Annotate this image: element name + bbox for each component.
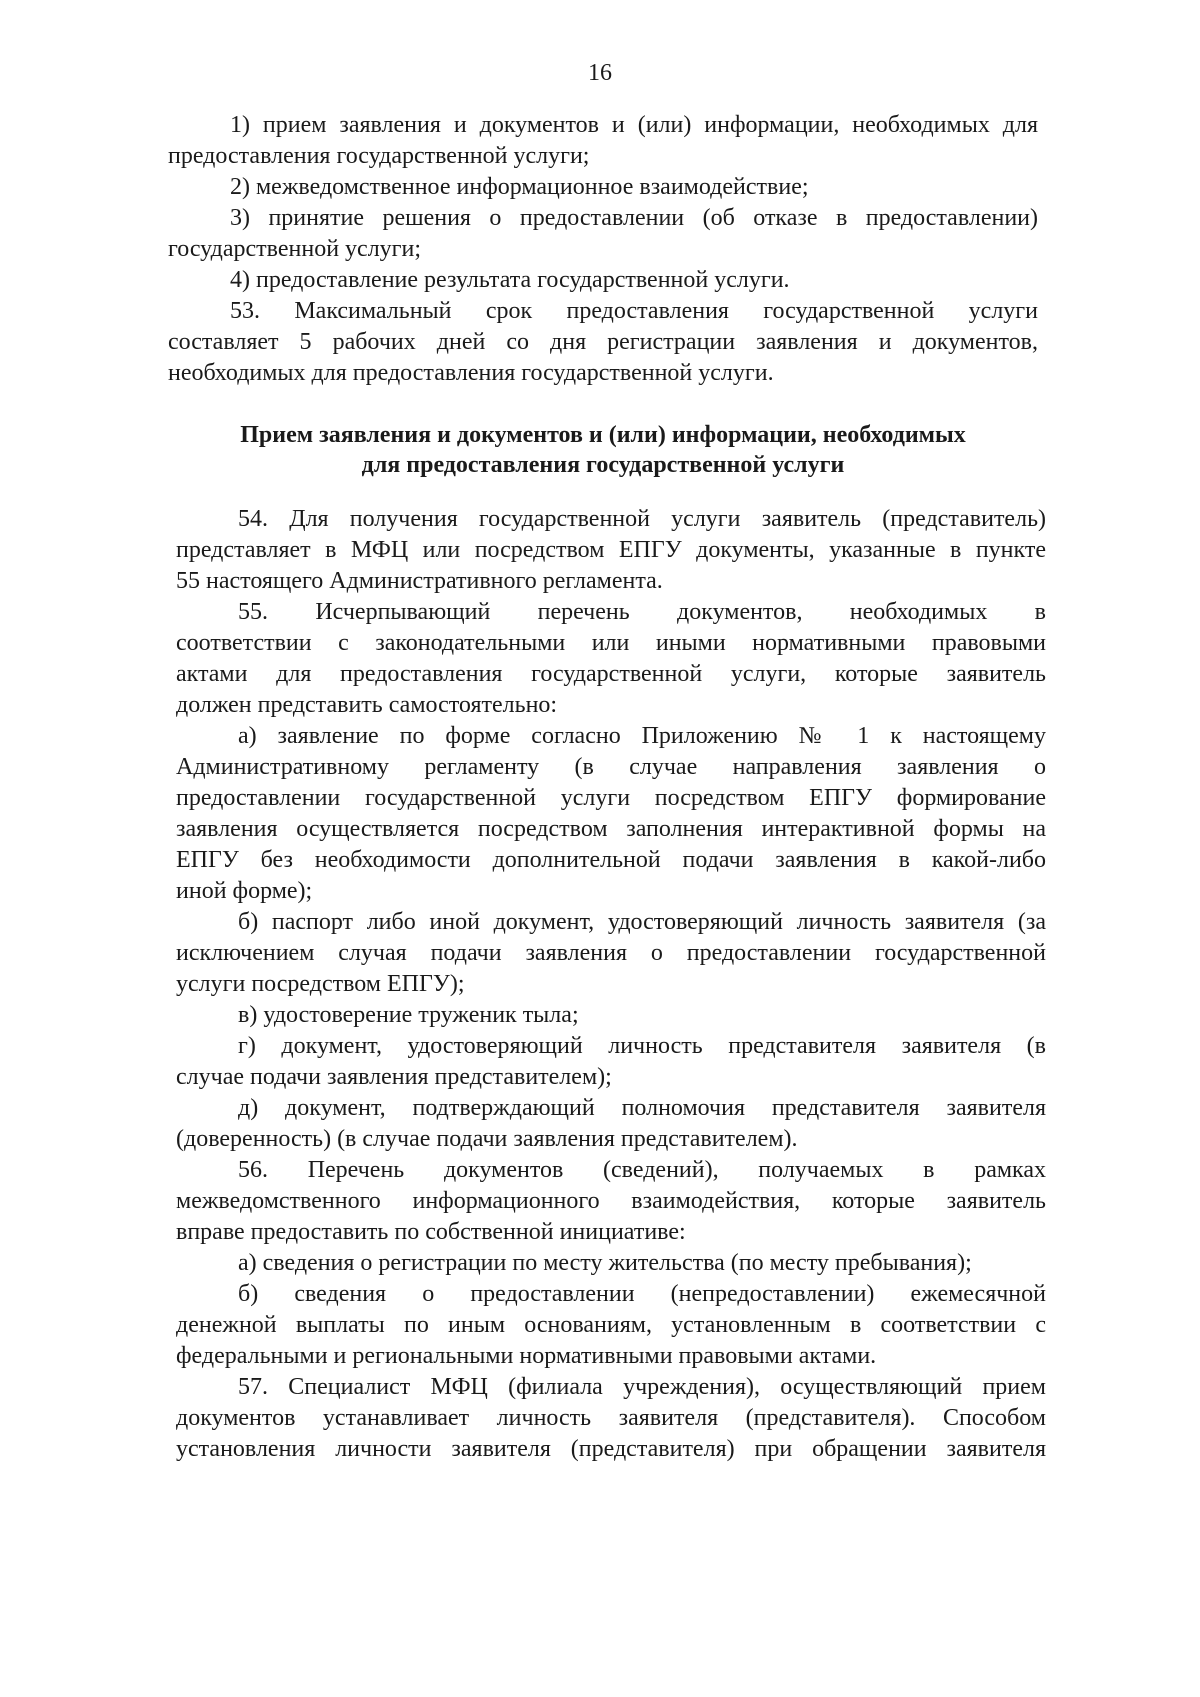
text-line: 1) прием заявления и документов и (или) информации, необходимых для — [230, 112, 1038, 138]
text-line: 57. Специалист МФЦ (филиала учреждения), осуществляющий прием — [238, 1374, 1046, 1400]
paragraph — [176, 1248, 1046, 1279]
paragraph — [168, 203, 1038, 265]
text-line: предоставления государственной услуги; — [168, 143, 590, 169]
text-line: ЕПГУ без необходимости дополнительной подачи заявления в какой-либо — [176, 847, 1046, 873]
paragraph — [168, 110, 1038, 172]
paragraph — [176, 907, 1046, 1000]
text-line: г) документ, удостоверяющий личность представителя заявителя (в — [238, 1033, 1046, 1059]
text-line: федеральными и региональными нормативными правовыми актами. — [176, 1343, 877, 1369]
body-text-main — [176, 504, 1046, 1465]
text-line: а) заявление по форме согласно Приложению № 1 к настоящему — [238, 723, 1046, 749]
text-line: 55 настоящего Административного регламента. — [176, 568, 663, 594]
paragraph — [176, 1155, 1046, 1248]
text-line: представляет в МФЦ или посредством ЕПГУ документы, указанные в пункте — [176, 537, 1046, 563]
paragraph — [176, 1372, 1046, 1465]
text-line: Административному регламенту (в случае направления заявления о — [176, 754, 1046, 780]
paragraph — [168, 296, 1038, 389]
text-line: установления личности заявителя (представителя) при обращении заявителя — [176, 1436, 1046, 1462]
text-line: б) паспорт либо иной документ, удостоверяющий личность заявителя (за — [238, 909, 1046, 935]
text-line: 56. Перечень документов (сведений), получаемых в рамках — [238, 1157, 1046, 1183]
text-line: предоставлении государственной услуги посредством ЕПГУ формирование — [176, 785, 1046, 811]
paragraph — [176, 721, 1046, 907]
paragraph — [176, 1031, 1046, 1093]
body-text-top — [168, 110, 1038, 389]
text-line: 2) межведомственное информационное взаимодействие; — [230, 174, 809, 200]
text-line: документов устанавливает личность заявителя (представителя). Способом — [176, 1405, 1046, 1431]
section-heading — [168, 420, 1038, 480]
text-line: актами для предоставления государственной услуги, которые заявитель — [176, 661, 1046, 687]
text-line: 54. Для получения государственной услуги заявитель (представитель) — [238, 506, 1046, 532]
text-line: 3) принятие решения о предоставлении (об отказе в предоставлении) — [230, 205, 1038, 231]
text-line: 53. Максимальный срок предоставления государственной услуги — [230, 298, 1038, 324]
text-line: соответствии с законодательными или иными нормативными правовыми — [176, 630, 1046, 656]
text-line: исключением случая подачи заявления о предоставлении государственной — [176, 940, 1046, 966]
text-line: составляет 5 рабочих дней со дня регистрации заявления и документов, — [168, 329, 1038, 355]
text-line: услуги посредством ЕПГУ); — [176, 971, 465, 997]
heading-line: для предоставления государственной услуги — [361, 452, 845, 478]
paragraph — [168, 265, 1038, 296]
text-line: межведомственного информационного взаимодействия, которые заявитель — [176, 1188, 1046, 1214]
text-line: государственной услуги; — [168, 236, 422, 262]
text-line: 55. Исчерпывающий перечень документов, необходимых в — [238, 599, 1046, 625]
paragraph — [176, 1000, 1046, 1031]
heading-line: Прием заявления и документов и (или) информации, необходимых — [240, 422, 966, 448]
text-line: вправе предоставить по собственной инициативе: — [176, 1219, 686, 1245]
text-line: заявления осуществляется посредством заполнения интерактивной формы на — [176, 816, 1046, 842]
text-line: а) сведения о регистрации по месту жительства (по месту пребывания); — [238, 1250, 972, 1276]
paragraph — [176, 504, 1046, 597]
paragraph — [176, 597, 1046, 721]
text-line: денежной выплаты по иным основаниям, установленным в соответствии с — [176, 1312, 1046, 1338]
page-number: 16 — [588, 60, 612, 86]
text-line: необходимых для предоставления государственной услуги. — [168, 360, 774, 386]
text-line: иной форме); — [176, 878, 313, 904]
text-line: в) удостоверение труженик тыла; — [238, 1002, 579, 1028]
text-line: (доверенность) (в случае подачи заявления представителем). — [176, 1126, 798, 1152]
text-line: б) сведения о предоставлении (непредоставлении) ежемесячной — [238, 1281, 1046, 1307]
paragraph — [168, 172, 1038, 203]
paragraph — [176, 1093, 1046, 1155]
text-line: д) документ, подтверждающий полномочия представителя заявителя — [238, 1095, 1046, 1121]
text-line: случае подачи заявления представителем); — [176, 1064, 612, 1090]
text-line: 4) предоставление результата государственной услуги. — [230, 267, 790, 293]
paragraph — [176, 1279, 1046, 1372]
text-line: должен представить самостоятельно: — [176, 692, 558, 718]
